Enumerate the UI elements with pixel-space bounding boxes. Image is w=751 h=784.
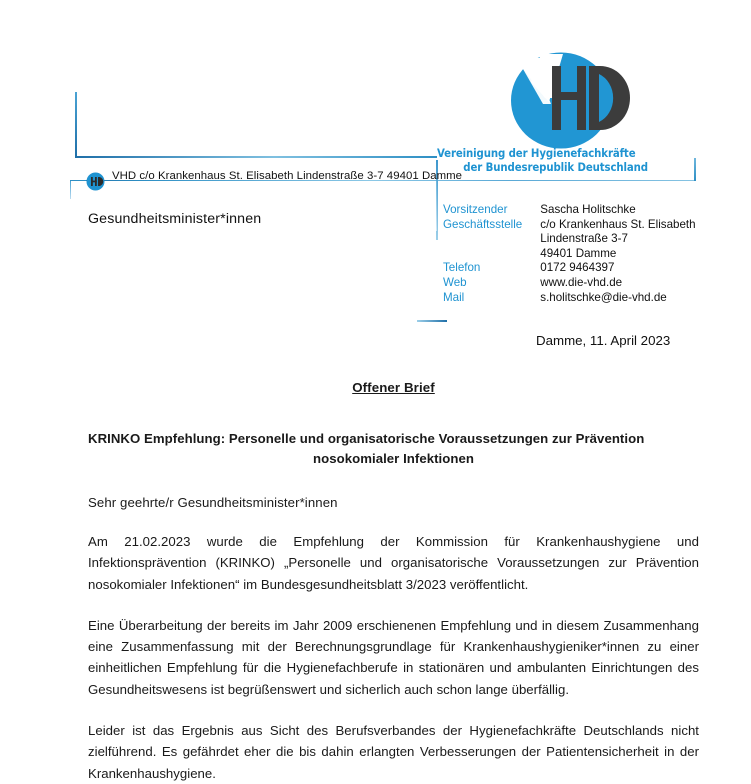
contact-label: Geschäftsstelle — [443, 217, 523, 231]
sender-round-mark-icon — [86, 172, 105, 191]
contact-value: www.die-vhd.de — [540, 275, 623, 289]
contact-value: c/o Krankenhaus St. Elisabeth — [540, 217, 696, 231]
frame-line-left-margin — [70, 181, 71, 199]
contact-row — [443, 261, 696, 276]
contact-value: Sascha Holitschke — [540, 203, 636, 216]
subject-title — [88, 429, 699, 469]
contact-row — [443, 291, 696, 306]
frame-line-center-lower — [436, 181, 437, 231]
contact-row — [443, 203, 696, 218]
subject-title-line-2: nosokomialer Infektionen — [313, 451, 474, 466]
contact-row — [443, 276, 696, 291]
frame-line-date-dash — [417, 320, 447, 322]
logo-caption — [437, 147, 649, 174]
contact-row — [443, 247, 696, 262]
contact-value: s.holitschke@die-vhd.de — [540, 290, 667, 304]
contact-label — [443, 232, 540, 247]
frame-line-upper-left-vertical — [75, 92, 77, 157]
contact-table — [443, 203, 696, 305]
open-letter-heading: Offener Brief — [352, 380, 435, 395]
body-paragraph: Leider ist das Ergebnis aus Sicht des Berufsverbandes der Hygienefachkräfte Deutschlands nicht zielführend. Es gefährdet eher die bis dahin erlangten Verbesserungen der Patientensicherheit in der Krankenhaushygiene. — [88, 723, 699, 781]
body-paragraph: Eine Überarbeitung der bereits im Jahr 2009 erschienenen Empfehlung und in diesem Zusammenhang eine Zusammenfassung mit der Berechnungsgrundlage für Krankenhaushygieniker*innen zu einer einheitlichen Empfehlung für die Hygienefachberufe in stationären und ambulanten Einrichtungen des Gesundheitswesens ist begrüßenswert und sicherlich auch schon lange überfällig. — [88, 617, 699, 697]
letterhead-logo-block — [437, 52, 649, 177]
contact-value: Lindenstraße 3-7 — [540, 232, 628, 246]
salutation: Sehr geehrte/r Gesundheitsminister*innen — [88, 495, 338, 510]
contact-value: 0172 9464397 — [540, 261, 615, 275]
contact-label: Mail — [443, 290, 465, 304]
contact-label: Vorsitzender — [443, 203, 508, 216]
frame-line-right-vertical — [694, 158, 696, 181]
frame-line-upper-left-horizontal — [75, 156, 437, 158]
vhd-logo-icon — [505, 52, 617, 149]
frame-line-left-stub — [70, 180, 86, 181]
logo-caption-line-1: Vereinigung der Hygienefachkräfte — [437, 147, 636, 160]
contact-value: 49401 Damme — [540, 246, 617, 260]
contact-label: Telefon — [443, 261, 481, 275]
contact-label: Web — [443, 275, 467, 289]
contact-row — [443, 232, 696, 247]
logo-caption-line-2: der Bundesrepublik Deutschland — [463, 160, 648, 174]
contact-label — [443, 247, 540, 262]
subject-title-line-1: KRINKO Empfehlung: Personelle und organisatorische Voraussetzungen zur Prävention — [88, 431, 645, 446]
sender-return-address: VHD c/o Krankenhaus St. Elisabeth Lindenstraße 3-7 49401 Damme — [112, 170, 463, 182]
addressee: Gesundheitsminister*innen — [88, 211, 262, 227]
letter-body — [88, 380, 699, 784]
body-paragraph: Am 21.02.2023 wurde die Empfehlung der Kommission für Krankenhaushygiene und Infektionsprävention (KRINKO) „Personelle und organisatorische Voraussetzungen zur Prävention nosokomialer Infektionen“ im Bundesgesundheitsblatt 3/2023 veröffentlicht. — [88, 534, 699, 592]
contact-details-block — [443, 203, 696, 305]
contact-row — [443, 218, 696, 233]
date-line: Damme, 11. April 2023 — [536, 333, 671, 348]
